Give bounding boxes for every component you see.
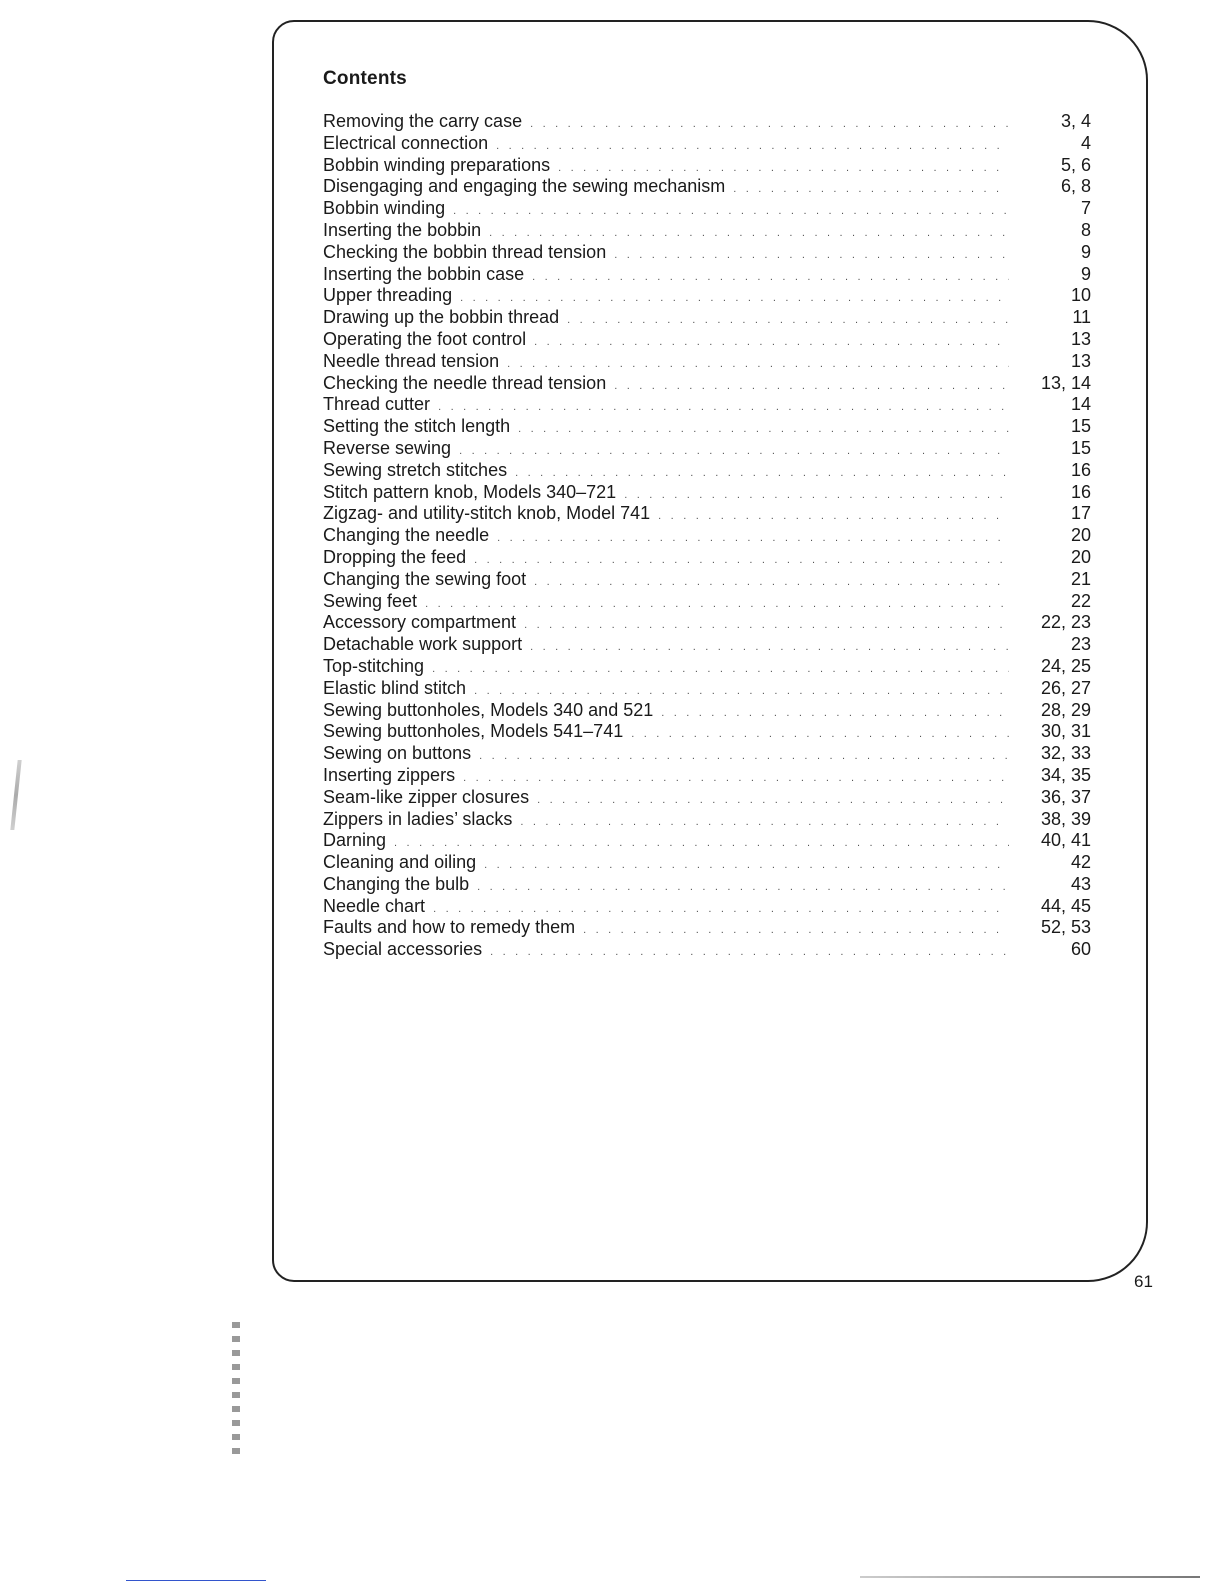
toc-entry-pages: 40, 41 [1040,830,1091,851]
toc-entry [323,460,1091,482]
dot-leader [733,176,1009,198]
toc-entry-label: Drawing up the bobbin thread [323,307,560,328]
toc-entry-pages: 23 [1070,634,1091,655]
toc-entry-label: Stitch pattern knob, Models 340–721 [323,481,617,502]
toc-entry-label: Cleaning and oiling [323,852,477,873]
toc-entry [323,656,1091,678]
toc-entry-pages: 32, 33 [1040,743,1091,764]
dot-leader [497,525,1009,547]
toc-entry-label: Disengaging and engaging the sewing mechanism [323,176,726,197]
dot-leader [532,264,1009,286]
dot-leader [583,917,1009,939]
dot-leader [425,591,1009,613]
toc-entry-label: Changing the sewing foot [323,568,527,589]
toc-entry [323,416,1091,438]
dot-leader [453,198,1009,220]
dot-leader [567,307,1009,329]
toc-entry [323,569,1091,591]
toc-entry-pages: 7 [1080,198,1091,219]
toc-entry-pages: 28, 29 [1040,699,1091,720]
toc-entry [323,917,1091,939]
toc-entry [323,242,1091,264]
scan-artifact-bottom-rule [860,1576,1200,1578]
toc-entry [323,678,1091,700]
toc-entry [323,198,1091,220]
toc-entry-pages: 34, 35 [1040,764,1091,785]
toc-entry-pages: 21 [1070,568,1091,589]
toc-entry-pages: 43 [1070,873,1091,894]
toc-entry-pages: 4 [1080,132,1091,153]
toc-entry [323,547,1091,569]
toc-entry [323,438,1091,460]
toc-entry-pages: 3, 4 [1060,111,1091,131]
toc-entry-label: Bobbin winding [323,198,446,219]
dot-leader [463,765,1009,787]
toc-entry-label: Removing the carry case [323,111,523,131]
toc-entry-pages: 10 [1070,285,1091,306]
toc-entry [323,787,1091,809]
toc-entry-pages: 20 [1070,546,1091,567]
dot-leader [507,351,1009,373]
dot-leader [530,634,1009,656]
toc-entry-pages: 52, 53 [1040,917,1091,938]
toc-entry [323,155,1091,177]
dot-leader [515,460,1009,482]
toc-entry-label: Inserting zippers [323,764,456,785]
dot-leader [474,678,1009,700]
toc-entry-label: Sewing buttonholes, Models 541–741 [323,721,624,742]
toc-entry-pages: 20 [1070,525,1091,546]
dot-leader [438,394,1009,416]
toc-entry-pages: 17 [1070,503,1091,524]
toc-entry-label: Thread cutter [323,394,431,415]
page-title: Contents [323,68,407,89]
toc-entry-label: Electrical connection [323,132,489,153]
toc-entry-pages: 22 [1070,590,1091,611]
toc-entry-pages: 8 [1080,219,1091,240]
dot-leader [631,721,1009,743]
toc-entry [323,939,1091,961]
toc-entry-pages: 30, 31 [1040,721,1091,742]
dot-leader [490,939,1009,961]
toc-entry-pages: 16 [1070,481,1091,502]
toc-entry-label: Sewing feet [323,590,418,611]
dot-leader [459,438,1009,460]
toc-entry-label: Setting the stitch length [323,416,511,437]
dot-leader [530,111,1009,133]
dot-leader [518,416,1009,438]
toc-entry-label: Zigzag- and utility-stitch knob, Model 741 [323,503,651,524]
toc-entry [323,896,1091,918]
toc-entry [323,394,1091,416]
toc-entry [323,765,1091,787]
toc-entry-label: Sewing stretch stitches [323,459,508,480]
toc-entry-label: Checking the needle thread tension [323,372,607,393]
toc-entry-label: Upper threading [323,285,453,306]
toc-entry [323,852,1091,874]
toc-entry [323,307,1091,329]
toc-entry-label: Top-stitching [323,655,425,676]
toc-entry-label: Elastic blind stitch [323,677,467,698]
dot-leader [524,612,1009,634]
toc-entry-pages: 14 [1070,394,1091,415]
toc-entry [323,285,1091,307]
toc-entry [323,591,1091,613]
toc-entry-pages: 22, 23 [1040,612,1091,633]
toc-entry-pages: 13 [1070,328,1091,349]
toc-entry-label: Faults and how to remedy them [323,917,576,938]
toc-entry [323,525,1091,547]
toc-entry-pages: 60 [1070,939,1091,960]
toc-entry-label: Needle chart [323,895,426,916]
toc-entry [323,176,1091,198]
table-of-contents [323,111,1091,961]
page-number: 61 [1134,1272,1153,1291]
dot-leader [496,133,1009,155]
dot-leader [489,220,1009,242]
toc-entry [323,111,1091,133]
toc-entry [323,634,1091,656]
toc-entry-label: Sewing buttonholes, Models 340 and 521 [323,699,654,720]
toc-entry-label: Inserting the bobbin case [323,263,525,284]
dot-leader [460,285,1009,307]
toc-entry-pages: 6, 8 [1060,176,1091,197]
toc-entry [323,700,1091,722]
dot-leader [394,830,1009,852]
toc-entry-label: Bobbin winding preparations [323,154,551,175]
toc-entry [323,264,1091,286]
toc-entry-pages: 13, 14 [1040,372,1091,393]
toc-entry-pages: 5, 6 [1060,154,1091,175]
toc-entry-label: Reverse sewing [323,437,452,458]
scan-artifact-left [10,760,21,830]
dot-leader [479,743,1009,765]
dot-leader [520,809,1009,831]
scan-artifact-bottom [232,1322,240,1462]
dot-leader [534,329,1009,351]
toc-entry-label: Accessory compartment [323,612,517,633]
dot-leader [537,787,1009,809]
toc-entry [323,220,1091,242]
toc-entry-label: Inserting the bobbin [323,219,482,240]
toc-entry-label: Changing the bulb [323,873,470,894]
toc-entry [323,503,1091,525]
toc-entry-pages: 11 [1072,307,1091,328]
scan-artifact-blue-line [126,1580,266,1581]
dot-leader [534,569,1009,591]
toc-entry-pages: 26, 27 [1040,677,1091,698]
toc-entry [323,612,1091,634]
dot-leader [624,482,1009,504]
toc-entry-pages: 36, 37 [1040,786,1091,807]
dot-leader [477,874,1009,896]
toc-entry-label: Checking the bobbin thread tension [323,241,607,262]
toc-entry-pages: 9 [1080,263,1091,284]
toc-entry-label: Detachable work support [323,634,523,655]
toc-entry [323,351,1091,373]
dot-leader [614,373,1009,395]
toc-entry-label: Special accessories [323,939,483,960]
dot-leader [614,242,1009,264]
toc-entry-pages: 9 [1080,241,1091,262]
toc-entry-label: Seam-like zipper closures [323,786,530,807]
toc-entry [323,482,1091,504]
dot-leader [432,656,1009,678]
toc-entry-label: Zippers in ladies’ slacks [323,808,513,829]
toc-entry [323,743,1091,765]
dot-leader [474,547,1009,569]
toc-entry-label: Changing the needle [323,525,490,546]
toc-entry [323,329,1091,351]
toc-entry-pages: 38, 39 [1040,808,1091,829]
dot-leader [658,503,1009,525]
toc-entry-pages: 13 [1070,350,1091,371]
toc-entry-label: Darning [323,830,387,851]
dot-leader [433,896,1009,918]
toc-entry-pages: 44, 45 [1040,895,1091,916]
toc-entry-pages: 16 [1070,459,1091,480]
toc-entry [323,133,1091,155]
toc-entry [323,830,1091,852]
toc-entry-label: Operating the foot control [323,328,527,349]
toc-entry-pages: 42 [1070,852,1091,873]
toc-entry-label: Needle thread tension [323,350,500,371]
toc-entry-pages: 24, 25 [1040,655,1091,676]
dot-leader [558,155,1009,177]
toc-entry [323,373,1091,395]
toc-entry-pages: 15 [1070,437,1091,458]
toc-entry [323,874,1091,896]
toc-entry [323,721,1091,743]
dot-leader [484,852,1009,874]
toc-entry-pages: 15 [1070,416,1091,437]
toc-entry-label: Dropping the feed [323,546,467,567]
toc-entry-label: Sewing on buttons [323,743,472,764]
toc-entry [323,809,1091,831]
dot-leader [661,700,1009,722]
